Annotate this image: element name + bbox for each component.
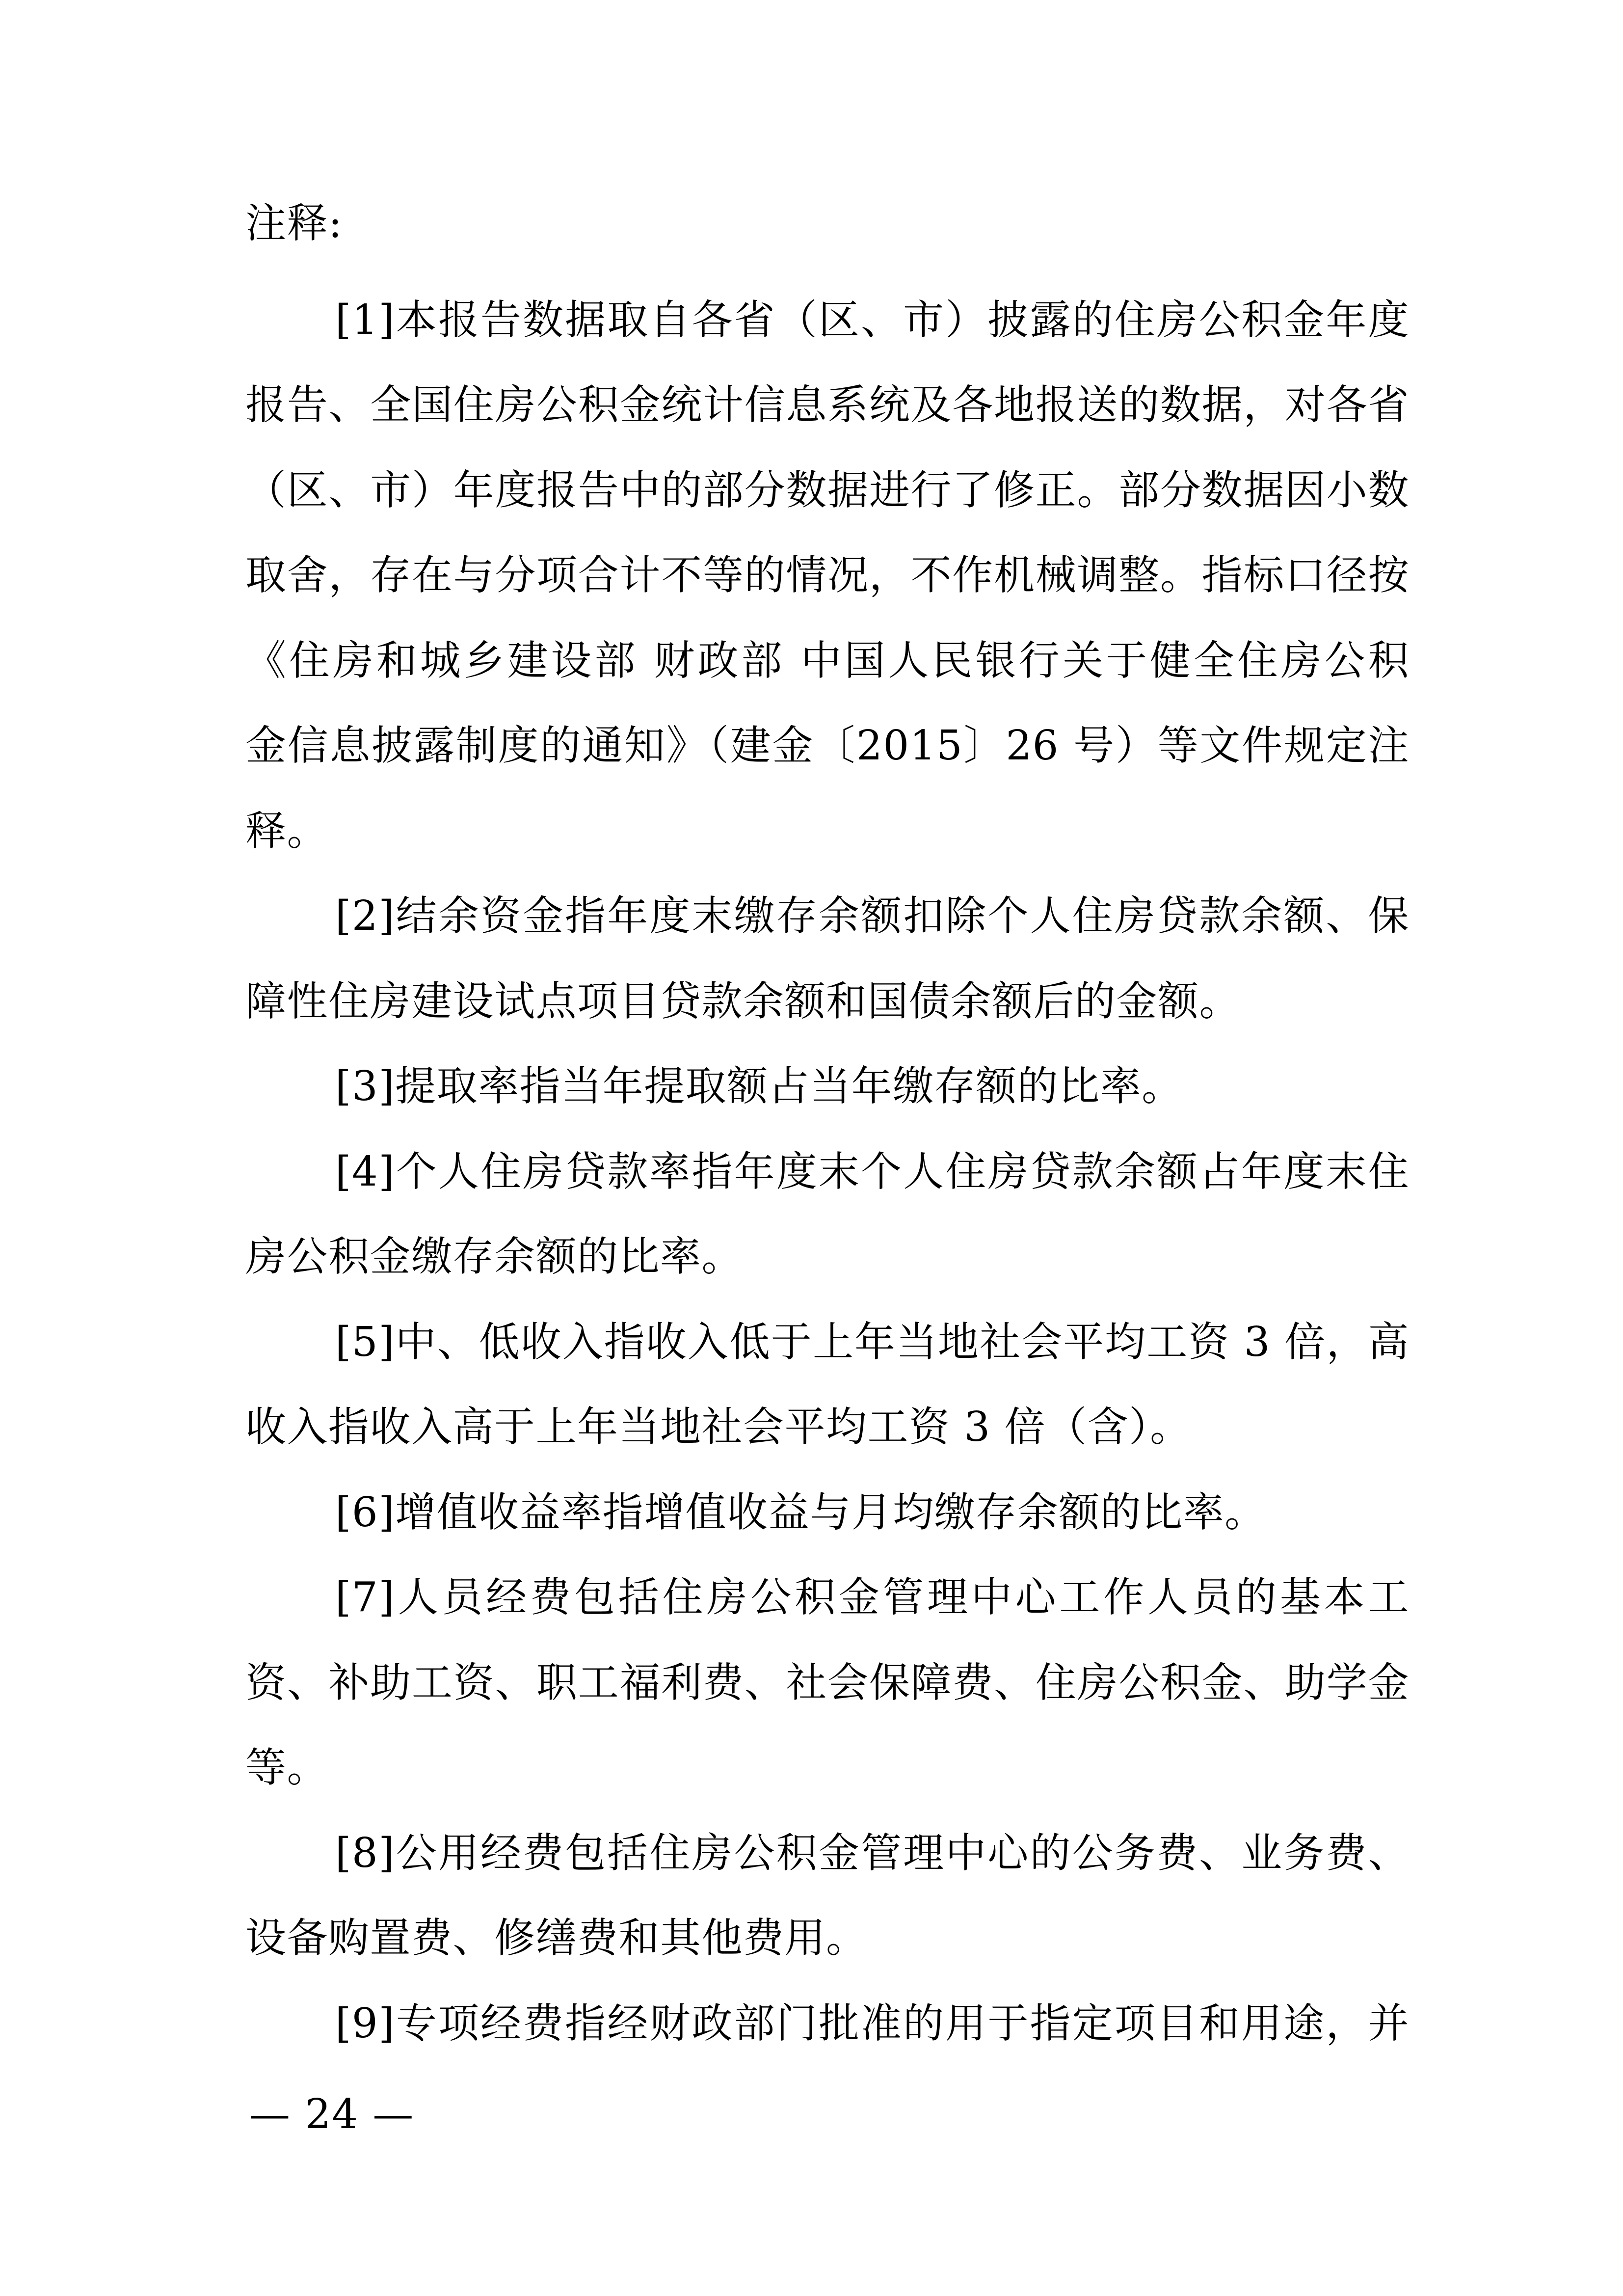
notes-body — [245, 277, 1410, 2066]
note-line: （区、市）年度报告中的部分数据进行了修正。部分数据因小数 — [245, 466, 1410, 514]
note-line: 障性住房建设试点项目贷款余额和国债余额后的金额。 — [245, 977, 1241, 1025]
note-line: [6]增值收益率指增值收益与月均缴存余额的比率。 — [335, 1488, 1266, 1536]
note-line: [4]个人住房贷款率指年度末个人住房贷款余额占年度末住 — [335, 1147, 1410, 1195]
note-line: 报告、全国住房公积金统计信息系统及各地报送的数据，对各省 — [245, 381, 1410, 429]
note-line: 《住房和城乡建设部 财政部 中国人民银行关于健全住房公积 — [245, 636, 1410, 684]
note-line: [9]专项经费指经财政部门批准的用于指定项目和用途，并 — [335, 1999, 1410, 2047]
note-line: [3]提取率指当年提取额占当年缴存额的比率。 — [335, 1062, 1183, 1110]
note-line: 资、补助工资、职工福利费、社会保障费、住房公积金、助学金 — [245, 1658, 1410, 1706]
note-line: [2]结余资金指年度末缴存余额扣除个人住房贷款余额、保 — [335, 892, 1410, 940]
notes-title: 注释: — [245, 199, 343, 247]
page-number: — 24 — — [249, 2090, 415, 2138]
note-line: 房公积金缴存余额的比率。 — [245, 1233, 743, 1280]
note-line: [1]本报告数据取自各省（区、市）披露的住房公积金年度 — [335, 296, 1410, 344]
note-line: 等。 — [245, 1744, 328, 1791]
note-line: 收入指收入高于上年当地社会平均工资 3 倍（含）。 — [245, 1403, 1192, 1451]
note-line: [5]中、低收入指收入低于上年当地社会平均工资 3 倍，高 — [335, 1318, 1410, 1366]
note-line: [7]人员经费包括住房公积金管理中心工作人员的基本工 — [335, 1573, 1410, 1621]
note-line: 金信息披露制度的通知》（建金〔2015〕26 号）等文件规定注 — [245, 722, 1410, 769]
note-line: [8]公用经费包括住房公积金管理中心的公务费、业务费、 — [335, 1829, 1410, 1877]
note-line: 释。 — [245, 807, 328, 855]
note-line: 设备购置费、修缮费和其他费用。 — [245, 1914, 868, 1962]
note-line: 取舍，存在与分项合计不等的情况，不作机械调整。指标口径按 — [245, 551, 1410, 599]
notes-section — [245, 181, 1410, 2066]
